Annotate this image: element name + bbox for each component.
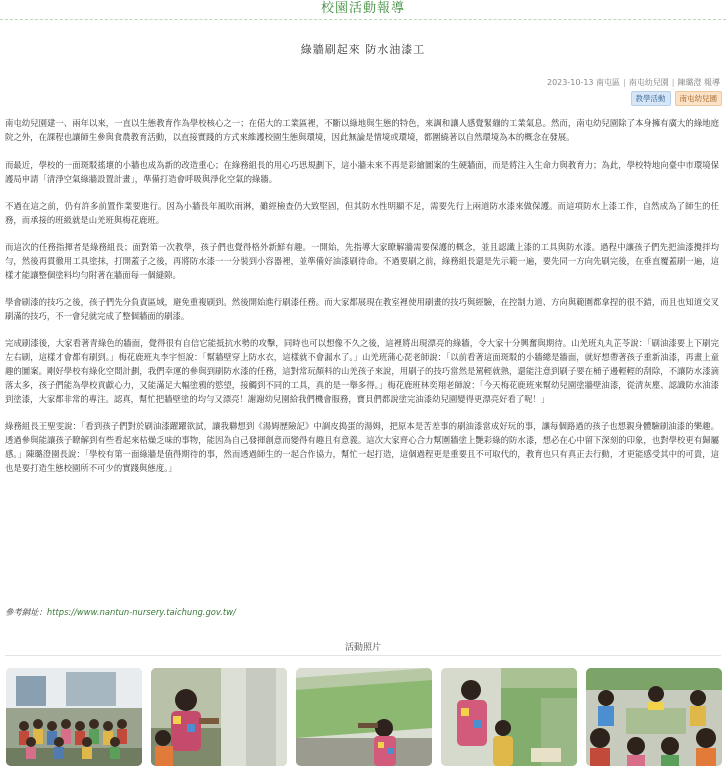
- tag-school[interactable]: 南屯幼兒園: [675, 91, 723, 106]
- tag-list: [631, 91, 723, 106]
- article-paragraph: 學會刷漆的技巧之後，孩子們先分負責區域，避免重複刷到。然後開始進行刷漆任務。而大家都展現在教室裡使用刷畫的技巧與經驗，在控制力道、方向與範圍都拿捏的很不錯，而且也知道交叉刷滿的技巧，不一會兒就完成了整個牆面的刷漆。: [5, 297, 719, 321]
- article-byline: 2023-10-13 南屯區 | 南屯幼兒園 | 陳璐澄 報導: [547, 78, 720, 87]
- gallery-divider: [5, 655, 721, 656]
- article-title: 綠牆刷起來 防水油漆工: [300, 43, 426, 56]
- gallery-photo-5[interactable]: [586, 668, 722, 766]
- article-body: [5, 116, 719, 488]
- article-org: 南屯幼兒園: [628, 78, 669, 87]
- gallery-photo-2[interactable]: [151, 668, 287, 766]
- photo-gallery: [6, 668, 722, 766]
- article-paragraph: 綠務組長王聖雯說：「看到孩子們對於刷油漆躍躍欲試，讓我聯想到《湯姆歷險記》中調皮搗蛋的湯姆，把原本是苦差事的刷油漆當成好玩的事，讓每個路過的孩子也想親身體驗刷油漆的樂趣。透過參與能讓孩子瞭解到有些看起來枯燥乏味的事物，能因為自己發揮創意而變得有趣且有意義。這次大家齊心合力幫圍牆塗上艷彩綠的防水漆，想必在心中留下深刻的印象，也對學校更有歸屬感。」陳璐澄園長說：「學校有第一面綠牆是值得期待的事，然而透過師生的一起合作協力，幫忙一起打造，這個過程更是重要且不可取代的，教育也只有真正去行動，才更能感受其中的可貴，這也是要打造生態校園所不可少的實踐與態度。」: [5, 421, 719, 473]
- article-district: 南屯區: [596, 78, 621, 87]
- article-paragraph: 不過在這之前，仍有許多前置作業要進行。因為小牆長年風吹雨淋，雖經檢查仍大致堅固，但其防水性明顯不足，需要先行上兩道防水漆來做保護。而這項防水上漆工作，自然成為了師生的任務，而承接的班級就是山羌班與梅花鹿班。: [5, 201, 719, 225]
- reference-label: 參考網址：: [5, 607, 47, 617]
- article-paragraph: 而這次的任務指揮者是綠務組長；面對第一次教學，孩子們也覺得格外新鮮有趣。一開始，先指導大家瞭解牆需要保護的概念，並且認識上漆的工具與防水漆。過程中讓孩子們先把油漆攪拌均勻，然後再貫徹用工具塗抹，打開蓋子之後，再將防水漆一一分裝到小容器裡，並準備好油漆刷待命。不過要刷之前，綠務組長還是先示範一遍，要先同一方向先刷完後，在垂直覆蓋刷一遍，這樣才能讓整個塗料均勻附著在牆面每一個縫隙。: [5, 242, 719, 280]
- gallery-title: 活動照片: [344, 643, 381, 653]
- article-paragraph: 而最近，學校的一面斑駁搖壞的小牆也成為新的改造重心；在綠務組長的用心巧思規劃下，這小牆未來不再是彩繪圖案的生硬牆面，而是將注入生命力與教育力；為此，學校特地向臺中市環境保護局申請「清淨空氣綠牆設置計畫」，準備打造會呼吸與淨化空氣的綠牆。: [5, 160, 719, 184]
- header-divider: [0, 19, 726, 20]
- article-paragraph: 南屯幼兒園建一、兩年以來，一直以生態教育作為學校核心之一；在偌大的工業區裡，不斷以綠地與生態的特色，來調和讓人感覺緊繃的工業氣息。然而，南屯幼兒園除了本身擁有廣大的綠地庭院之外，在課程也讓師生參與食農教育活動，以直接實踐的方式來維護校園生態與環境，因此無論是情境或環境，都圍繞著以自然環境為本的概念在發展。: [5, 118, 719, 142]
- article-author: 陳璐澄 報導: [677, 78, 720, 87]
- gallery-photo-3[interactable]: [296, 668, 432, 766]
- article-date: 2023-10-13: [547, 78, 594, 87]
- article-paragraph: 完成刷漆後，大家看著青綠色的牆面，覺得很有自信它能抵抗水勢的攻擊，同時也可以想像不久之後，這裡將出現漂亮的綠牆，令大家十分興奮與期待。山羌班丸丸芷苓說：「刷油漆要上下刷完左右刷，這樣才會都有刷到。」梅花鹿班丸李宇恒說：「幫牆壁穿上防水衣，這樣就不會漏水了。」山羌班蒲心琵老師說：「以前看著這面斑駁的小牆總是牆面，就好想帶著孩子重新油漆，再畫上童趣的圖案。剛好學校有綠化空間計劃，我們幸運的參與到刷防水漆的任務，這對常玩顏料的山羌孩子來說，用刷子的技巧當然是駕輕就熟，還能注意到刷子要在桶子邊輕輕的刮除，不讓防水漆滴落太多，孩子們能為學校貢獻心力，又能滿足大幅塗鴉的慾望，接觸到不同的工具，真的是一舉多得。」梅花鹿班林奕翔老師說：「今天梅花鹿班來幫幼兒園塗牆壁油漆，從清灰塵、認識防水油漆到塗漆，大家都非常的專注。認真，幫忙把牆壁塗的均勻又漂亮！謝謝幼兒園給我們機會服務，寶貝們都說塗完油漆幼兒園變得更漂亮好看了呢！」: [5, 338, 719, 404]
- reference-line: [5, 606, 236, 618]
- gallery-photo-4[interactable]: [441, 668, 577, 766]
- reference-link[interactable]: https://www.nantun-nursery.taichung.gov.tw/: [46, 607, 236, 617]
- section-title: 校園活動報導: [320, 1, 405, 16]
- gallery-photo-1[interactable]: [6, 668, 142, 766]
- tag-teaching-activity[interactable]: 教學活動: [631, 91, 671, 106]
